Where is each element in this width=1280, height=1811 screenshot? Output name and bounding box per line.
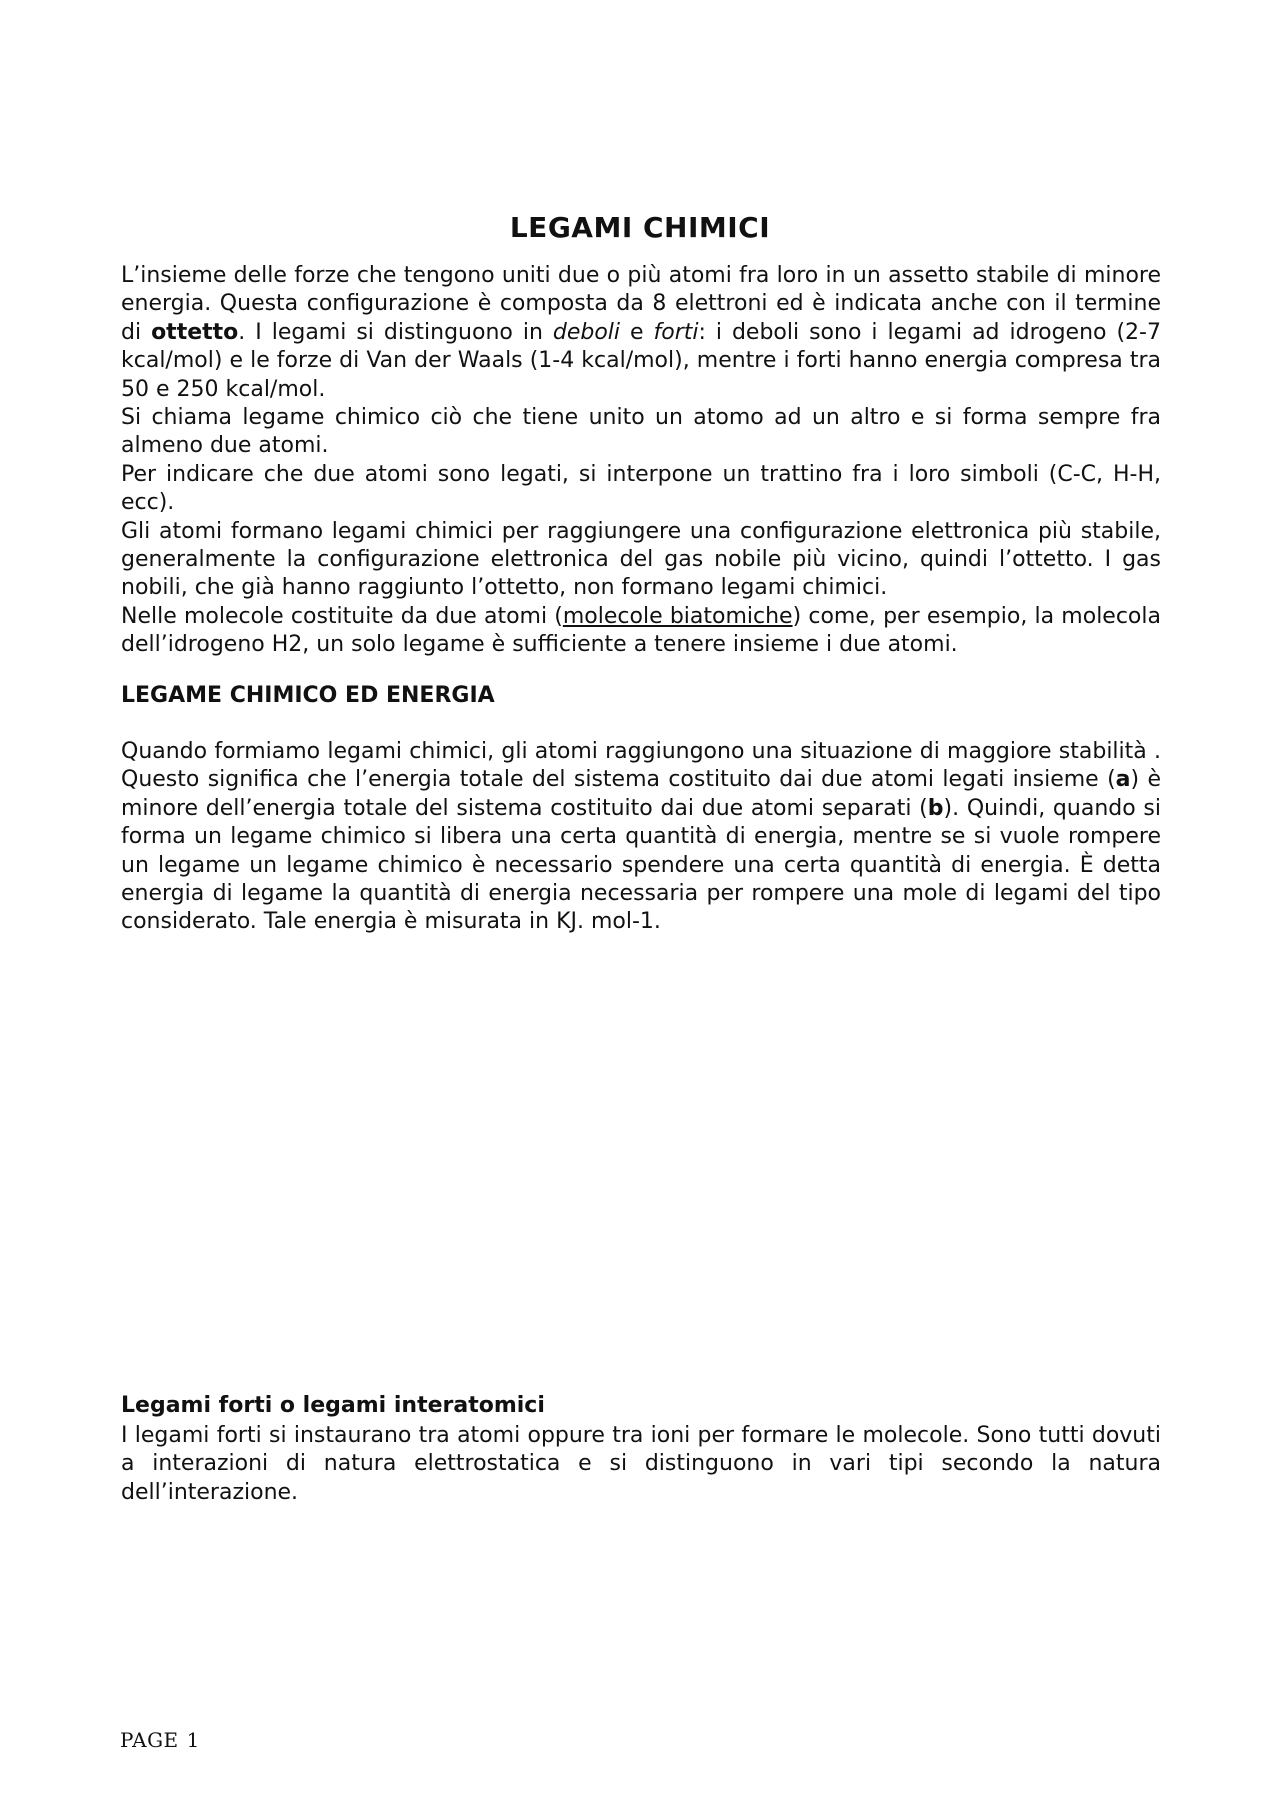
page-number: 1 — [186, 1728, 200, 1752]
intro-paragraph-2: Si chiama legame chimico ciò che tiene unito un atomo ad un altro e si forma sempre fra almeno due atomi. — [121, 405, 1161, 459]
intro-paragraph-4: Gli atomi formano legami chimici per raggiungere una configurazione elettronica più stabile, generalmente la configurazione elettronica del gas nobile più vicino, quindi l’ottetto. I gas nobili, che già hanno raggiunto l’ottetto, non formano legami chimici. — [121, 518, 1161, 601]
intro-section — [121, 262, 1161, 660]
intro-paragraph-5 — [121, 603, 1161, 660]
underlined-term[interactable]: molecole biatomiche — [562, 603, 793, 629]
text-run: ). Quindi, quando si forma un legame chimico si libera una certa quantità di energia, mentre se si vuole rompere un legame un legame chimico è necessario spendere una certa quantità di energia. È detta energia di legame la quantità di energia necessaria per rompere una mole di legami del tipo considerato. Tale energia è misurata in KJ. mol-1. — [121, 795, 1161, 935]
italic-term: deboli — [552, 319, 621, 345]
legami-forti-section — [121, 1422, 1161, 1507]
text-run: Quando formiamo legami chimici, gli atomi raggiungono una situazione di maggiore stabilità . Questo significa che l’energia totale del sistema costituito dai due atomi legati insieme ( — [121, 739, 1161, 793]
energia-paragraph — [121, 738, 1161, 937]
text-run: : i deboli sono i legami ad idrogeno (2-7 kcal/mol) e le forze di Van der Waals (1-4 kcal/mol), mentre i forti hanno energia compresa tra 50 e 250 kcal/mol. — [121, 319, 1161, 402]
intro-paragraph-1 — [121, 262, 1161, 404]
intro-paragraph-3: Per indicare che due atomi sono legati, si interpone un trattino fra i loro simboli (C-C, H-H, ecc). — [121, 461, 1161, 516]
bold-term: ottetto — [151, 319, 239, 345]
text-run: Nelle molecole costituite da due atomi ( — [121, 603, 563, 629]
section-heading-energia: LEGAME CHIMICO ED ENERGIA — [121, 683, 495, 708]
bold-letter: b — [927, 795, 944, 821]
text-run: L’insieme delle forze che tengono uniti due o più atomi fra loro in un assetto stabile di minore energia. Questa configurazione è composta da 8 elettroni ed è indicata anche con il termine di — [121, 263, 1161, 345]
energia-section — [121, 738, 1161, 937]
page-footer — [120, 1728, 200, 1752]
italic-term: forti — [653, 319, 699, 345]
page-label: PAGE — [120, 1728, 179, 1752]
section-heading-legami-forti: Legami forti o legami interatomici — [121, 1393, 545, 1418]
text-run: e — [620, 319, 654, 345]
text-run: ) è minore dell’energia totale del sistema costituito dai due atomi separati ( — [121, 767, 1161, 821]
text-run: . I legami si distinguono in — [238, 319, 553, 345]
page-title: LEGAMI CHIMICI — [509, 211, 771, 244]
text-run: ) come, per esempio, la molecola dell’idrogeno H2, un solo legame è sufficiente a tenere insieme i due atomi. — [121, 603, 1161, 658]
bold-letter: a — [1115, 767, 1131, 793]
legami-forti-paragraph: I legami forti si instaurano tra atomi oppure tra ioni per formare le molecole. Sono tutti dovuti a interazioni di natura elettrostatica e si distinguono in vari tipi secondo la natura dell’interazione. — [121, 1423, 1161, 1505]
